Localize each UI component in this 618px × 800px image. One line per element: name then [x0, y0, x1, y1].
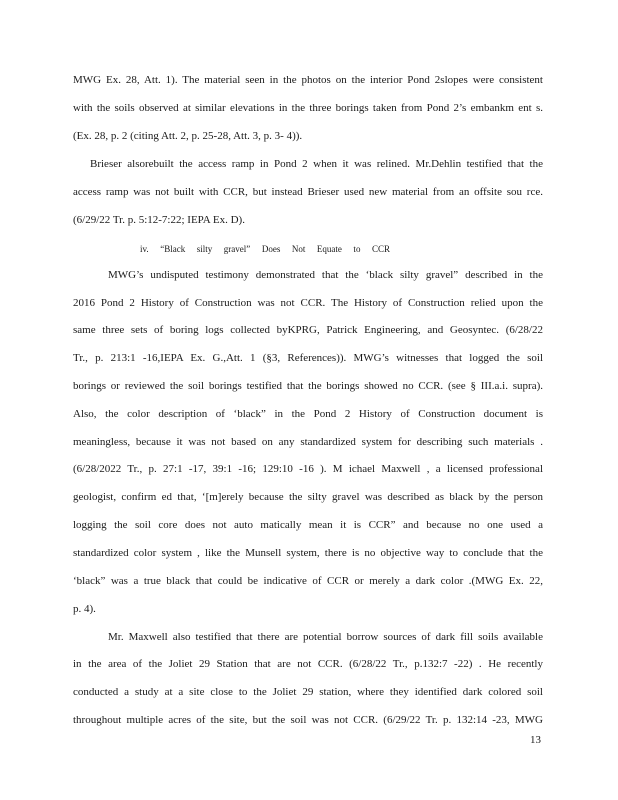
- text-line: standardized color system , like the Munsell system, there is no objective way to conclude that the: [73, 547, 543, 559]
- page-number: 13: [530, 734, 541, 746]
- text-line: Brieser alsorebuilt the access ramp in Pond 2 when it was relined. Mr.Dehlin testified that the: [90, 158, 543, 170]
- text-line: 2016 Pond 2 History of Construction was not CCR. The History of Construction relied upon the: [73, 297, 543, 309]
- text-line: (6/29/22 Tr. p. 5:12-7:22; IEPA Ex. D).: [73, 214, 245, 226]
- text-line: with the soils observed at similar elevations in the three borings taken from Pond 2’s embankm ent s.: [73, 102, 543, 114]
- text-line: same three sets of boring logs collected byKPRG, Patrick Engineering, and Geosyntec. (6/28/22: [73, 324, 543, 336]
- section-heading: iv. “Black silty gravel” Does Not Equate to CCR: [140, 244, 390, 254]
- text-line: access ramp was not built with CCR, but instead Brieser used new material from an offsite sou rce.: [73, 186, 543, 198]
- text-line: (6/28/2022 Tr., p. 27:1 -17, 39:1 -16; 129:10 -16 ). M ichael Maxwell , a licensed professional: [73, 463, 543, 475]
- text-line: p. 4).: [73, 603, 96, 615]
- text-line: Mr. Maxwell also testified that there are potential borrow sources of dark fill soils available: [108, 631, 543, 643]
- text-line: throughout multiple acres of the site, but the soil was not CCR. (6/29/22 Tr. p. 132:14 -23, MWG: [73, 714, 543, 726]
- text-line: in the area of the Joliet 29 Station that are not CCR. (6/28/22 Tr., p.132:7 -22) . He recently: [73, 658, 543, 670]
- text-line: Also, the color description of ‘black” in the Pond 2 History of Construction document is: [73, 408, 543, 420]
- text-line: (Ex. 28, p. 2 (citing Att. 2, p. 25-28, Att. 3, p. 3- 4)).: [73, 130, 303, 142]
- text-line: meaningless, because it was not based on any standardized system for describing such materials .: [73, 436, 543, 448]
- text-line: logging the soil core does not auto matically mean it is CCR” and because no one used a: [73, 519, 543, 531]
- text-line: conducted a study at a site close to the Joliet 29 station, where they identified dark colored soil: [73, 686, 543, 698]
- text-line: ‘black” was a true black that could be indicative of CCR or merely a dark color .(MWG Ex. 22,: [73, 575, 543, 587]
- text-line: geologist, confirm ed that, ‘[m]erely because the silty gravel was described as black by the person: [73, 491, 543, 503]
- text-line: MWG Ex. 28, Att. 1). The material seen in the photos on the interior Pond 2slopes were consistent: [73, 74, 543, 86]
- text-line: borings or reviewed the soil borings testified that the borings showed no CCR. (see § III.a.i. supra).: [73, 380, 543, 392]
- text-line: Tr., p. 213:1 -16,IEPA Ex. G.,Att. 1 (§3, References)). MWG’s witnesses that logged the soil: [73, 352, 543, 364]
- text-line: MWG’s undisputed testimony demonstrated that the ‘black silty gravel” described in the: [108, 269, 543, 281]
